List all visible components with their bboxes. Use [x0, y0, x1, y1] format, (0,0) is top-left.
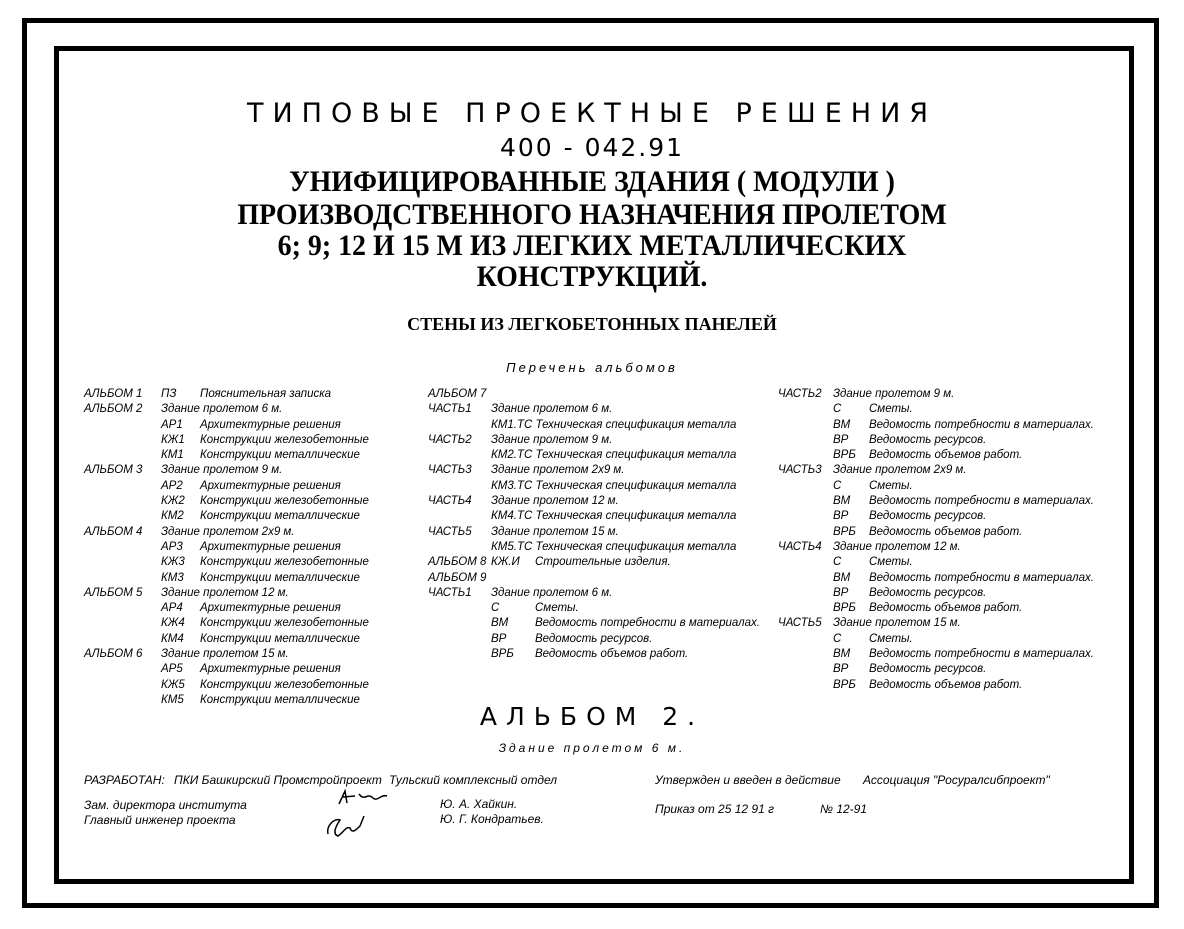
list-item — [84, 433, 384, 448]
list-item-code: КМ4.ТС Техническая спецификация металла — [491, 510, 737, 523]
list-item-code: ВРБ — [833, 525, 856, 538]
list-item-code: ВР — [491, 632, 507, 645]
list-item-code: ВРБ — [833, 602, 856, 615]
list-item-title: Сметы. — [869, 556, 913, 569]
list-item-code: КМ5.ТС Техническая спецификация металла — [491, 540, 737, 553]
list-item-code: КЖ1 — [161, 433, 185, 446]
list-item-title: Сметы. — [869, 632, 913, 645]
series-title: ТИПОВЫЕ ПРОЕКТНЫЕ РЕШЕНИЯ — [246, 98, 938, 129]
list-item-code: ВРБ — [833, 449, 856, 462]
list-item — [84, 479, 384, 494]
list-item-code: ПЗ — [161, 388, 177, 400]
list-item — [778, 662, 1118, 677]
list-item — [84, 616, 384, 631]
list-item-label: ЧАСТЬ1 — [428, 586, 472, 599]
list-item-code: КЖ2 — [161, 495, 185, 508]
list-item — [778, 433, 1118, 448]
list-item-code: Здание пролетом 9 м. — [491, 433, 613, 446]
department-name: Тульский комплексный отдел — [389, 773, 558, 787]
list-item-title: Конструкции металлические — [200, 693, 360, 706]
list-item — [778, 647, 1118, 662]
list-item-code: ВР — [833, 586, 849, 599]
list-item-code: КЖ.И — [491, 556, 520, 569]
list-item-code: КМ4 — [161, 632, 184, 645]
list-item — [778, 387, 1118, 402]
association-name: Ассоциация "Росуралсибпроект" — [863, 773, 1050, 787]
list-item-title: Ведомость объемов работ. — [869, 602, 1023, 615]
list-item — [84, 601, 384, 616]
list-item-label: АЛЬБОМ 6 — [84, 648, 143, 661]
list-item-title: Архитектурные решения — [200, 479, 341, 492]
list-item-code: КЖ5 — [161, 678, 185, 691]
list-item-code: АР2 — [161, 479, 183, 492]
list-item-code: АР4 — [161, 602, 183, 615]
list-item-code: КМ1 — [161, 449, 184, 462]
list-item-title: Конструкции металлические — [200, 632, 360, 645]
list-item — [84, 647, 384, 662]
list-item-code: ВМ — [491, 617, 509, 630]
list-item-title: Ведомость потребности в материалах. — [535, 617, 760, 630]
list-item — [84, 571, 384, 586]
list-item — [84, 463, 384, 478]
list-item-title: Сметы. — [869, 479, 913, 492]
list-item-code: АР5 — [161, 663, 183, 676]
list-item-title: Архитектурные решения — [200, 602, 341, 615]
list-item — [414, 448, 774, 463]
list-item-title: Ведомость объемов работ. — [869, 525, 1023, 538]
album-list-heading: Перечень альбомов — [506, 360, 678, 375]
list-item-title: Ведомость потребности в материалах. — [869, 571, 1094, 584]
list-item-code: Здание пролетом 2х9 м. — [161, 525, 295, 538]
list-item — [778, 509, 1118, 524]
list-item-title: Сметы. — [535, 602, 579, 615]
list-item-code: Здание пролетом 12 м. — [491, 495, 619, 508]
deputy-signature — [335, 788, 395, 810]
list-item-label: ЧАСТЬ3 — [428, 464, 472, 477]
list-item-code: ВРБ — [833, 678, 856, 691]
list-item-code: ВМ — [833, 648, 851, 661]
list-item-code: Здание пролетом 12 м. — [833, 540, 961, 553]
list-item — [414, 571, 774, 586]
list-item-label: АЛЬБОМ 3 — [84, 464, 143, 477]
title-line-1: УНИФИЦИРОВАННЫЕ ЗДАНИЯ ( МОДУЛИ ) — [289, 165, 895, 198]
list-item — [414, 555, 774, 570]
list-item-code: АР3 — [161, 540, 183, 553]
walls-subtitle: СТЕНЫ ИЗ ЛЕГКОБЕТОННЫХ ПАНЕЛЕЙ — [407, 314, 777, 334]
series-number: 400 - 042.91 — [499, 133, 685, 162]
list-item-label: ЧАСТЬ3 — [778, 464, 822, 477]
list-item-code: ВРБ — [491, 648, 514, 661]
list-item — [778, 586, 1118, 601]
list-item-code: КМ3 — [161, 571, 184, 584]
list-item — [84, 418, 384, 433]
list-item — [778, 678, 1118, 693]
list-item — [778, 525, 1118, 540]
list-item-label: ЧАСТЬ2 — [428, 433, 472, 446]
list-item-code: ВР — [833, 433, 849, 446]
list-item-code: АР1 — [161, 418, 183, 431]
developer-name: ПКИ Башкирский Промстройпроект — [174, 773, 382, 787]
list-item-title: Конструкции металлические — [200, 571, 360, 584]
list-item-label: ЧАСТЬ4 — [428, 495, 472, 508]
album-title: АЛЬБОМ 2. — [479, 702, 705, 731]
order-number: № 12-91 — [820, 802, 868, 816]
list-item-code: КМ3.ТС Техническая спецификация металла — [491, 479, 737, 492]
list-item — [414, 525, 774, 540]
list-item-code: Здание пролетом 15 м. — [491, 525, 619, 538]
list-item — [84, 555, 384, 570]
developed-label: РАЗРАБОТАН: — [84, 773, 165, 787]
deputy-name: Ю. А. Хайкин. — [440, 797, 518, 811]
list-item-code: Здание пролетом 9 м. — [833, 388, 955, 400]
list-item — [778, 616, 1118, 631]
list-item-code: КЖ3 — [161, 556, 185, 569]
list-item-code: ВР — [833, 510, 849, 523]
list-item — [414, 433, 774, 448]
list-item-title: Ведомость объемов работ. — [535, 648, 689, 661]
list-item-code: Здание пролетом 15 м. — [833, 617, 961, 630]
deputy-role: Зам. директора института — [84, 798, 247, 812]
list-item-title: Ведомость объемов работ. — [869, 678, 1023, 691]
list-item-title: Ведомость ресурсов. — [869, 586, 987, 599]
list-item-title: Конструкции железобетонные — [200, 433, 369, 446]
list-item-title: Ведомость потребности в материалах. — [869, 418, 1094, 431]
list-item-title: Ведомость потребности в материалах. — [869, 495, 1094, 508]
list-item-label: АЛЬБОМ 2 — [84, 403, 143, 416]
list-item — [778, 402, 1118, 417]
list-item — [778, 418, 1118, 433]
list-item — [84, 525, 384, 540]
list-item — [778, 540, 1118, 555]
list-item — [414, 632, 774, 647]
album-list-column-1 — [84, 387, 384, 708]
list-item — [84, 540, 384, 555]
list-item — [84, 387, 384, 402]
list-item-label: ЧАСТЬ5 — [778, 617, 822, 630]
chief-role: Главный инженер проекта — [84, 813, 236, 827]
list-item-label: ЧАСТЬ5 — [428, 525, 472, 538]
list-item-code: Здание пролетом 6 м. — [491, 403, 613, 416]
album-list-column-3 — [778, 387, 1118, 693]
list-item — [84, 509, 384, 524]
list-item-code: Здание пролетом 15 м. — [161, 648, 289, 661]
list-item — [84, 632, 384, 647]
list-item — [414, 616, 774, 631]
list-item-code: КМ2 — [161, 510, 184, 523]
list-item-title: Архитектурные решения — [200, 540, 341, 553]
list-item — [414, 509, 774, 524]
list-item — [778, 601, 1118, 616]
list-item — [84, 662, 384, 677]
list-item-label: АЛЬБОМ 7 — [428, 388, 487, 400]
list-item-title: Ведомость ресурсов. — [869, 510, 987, 523]
list-item — [778, 494, 1118, 509]
list-item-code: С — [491, 602, 500, 615]
list-item-code: С — [833, 479, 842, 492]
list-item-label: АЛЬБОМ 8 — [428, 556, 487, 569]
list-item-label: АЛЬБОМ 5 — [84, 586, 143, 599]
list-item-title: Ведомость ресурсов. — [869, 663, 987, 676]
list-item — [414, 418, 774, 433]
list-item — [778, 463, 1118, 478]
chief-name: Ю. Г. Кондратьев. — [440, 812, 544, 826]
list-item-label: АЛЬБОМ 4 — [84, 525, 143, 538]
list-item — [414, 479, 774, 494]
approval-text: Утвержден и введен в действие — [655, 773, 841, 787]
list-item-title: Ведомость объемов работ. — [869, 449, 1023, 462]
list-item-title: Сметы. — [869, 403, 913, 416]
list-item-label: ЧАСТЬ2 — [778, 388, 822, 400]
list-item-label: ЧАСТЬ4 — [778, 540, 822, 553]
list-item-code: ВМ — [833, 418, 851, 431]
list-item-title: Конструкции железобетонные — [200, 678, 369, 691]
list-item-code: ВМ — [833, 571, 851, 584]
list-item-label: АЛЬБОМ 1 — [84, 388, 143, 400]
list-item — [84, 448, 384, 463]
list-item-label: ЧАСТЬ1 — [428, 403, 472, 416]
list-item-code: С — [833, 403, 842, 416]
list-item-code: Здание пролетом 12 м. — [161, 586, 289, 599]
list-item — [414, 402, 774, 417]
list-item-code: Здание пролетом 6 м. — [491, 586, 613, 599]
list-item-title: Архитектурные решения — [200, 663, 341, 676]
list-item-code: КМ5 — [161, 693, 184, 706]
list-item-title: Конструкции металлические — [200, 449, 360, 462]
list-item-label: АЛЬБОМ 9 — [428, 571, 487, 584]
chief-signature — [322, 812, 372, 842]
list-item-code: ВР — [833, 663, 849, 676]
title-line-3: 6; 9; 12 И 15 М ИЗ ЛЕГКИХ МЕТАЛЛИЧЕСКИХ — [277, 229, 907, 262]
list-item-code: КЖ4 — [161, 617, 185, 630]
title-line-2: ПРОИЗВОДСТВЕННОГО НАЗНАЧЕНИЯ ПРОЛЕТОМ — [237, 198, 947, 231]
list-item-code: Здание пролетом 6 м. — [161, 403, 283, 416]
list-item — [84, 678, 384, 693]
list-item-title: Конструкции металлические — [200, 510, 360, 523]
list-item — [84, 586, 384, 601]
list-item — [414, 601, 774, 616]
list-item-title: Конструкции железобетонные — [200, 556, 369, 569]
list-item-title: Конструкции железобетонные — [200, 617, 369, 630]
list-item-code: С — [833, 632, 842, 645]
list-item — [84, 402, 384, 417]
list-item-title: Строительные изделия. — [535, 556, 671, 569]
album-list-column-2 — [414, 387, 774, 662]
list-item-title: Ведомость ресурсов. — [869, 433, 987, 446]
list-item-code: КМ1.ТС Техническая спецификация металла — [491, 418, 737, 431]
list-item-code: Здание пролетом 2х9 м. — [491, 464, 625, 477]
list-item — [414, 494, 774, 509]
list-item — [414, 463, 774, 478]
album-subtitle: Здание пролетом 6 м. — [498, 741, 686, 755]
list-item-title: Пояснительная записка — [200, 388, 332, 400]
list-item — [414, 586, 774, 601]
list-item — [414, 540, 774, 555]
list-item-code: С — [833, 556, 842, 569]
list-item-title: Ведомость ресурсов. — [535, 632, 653, 645]
list-item-code: Здание пролетом 2х9 м. — [833, 464, 967, 477]
list-item-code: КМ2.ТС Техническая спецификация металла — [491, 449, 737, 462]
list-item-code: ВМ — [833, 495, 851, 508]
list-item — [84, 494, 384, 509]
list-item — [778, 571, 1118, 586]
list-item — [778, 555, 1118, 570]
list-item — [778, 632, 1118, 647]
list-item-title: Архитектурные решения — [200, 418, 341, 431]
title-line-4: КОНСТРУКЦИЙ. — [476, 260, 708, 293]
list-item-title: Ведомость потребности в материалах. — [869, 648, 1094, 661]
list-item — [778, 448, 1118, 463]
list-item — [414, 387, 774, 402]
list-item-code: Здание пролетом 9 м. — [161, 464, 283, 477]
list-item-title: Конструкции железобетонные — [200, 495, 369, 508]
order-text: Приказ от 25 12 91 г — [655, 802, 774, 816]
list-item — [414, 647, 774, 662]
list-item — [778, 479, 1118, 494]
